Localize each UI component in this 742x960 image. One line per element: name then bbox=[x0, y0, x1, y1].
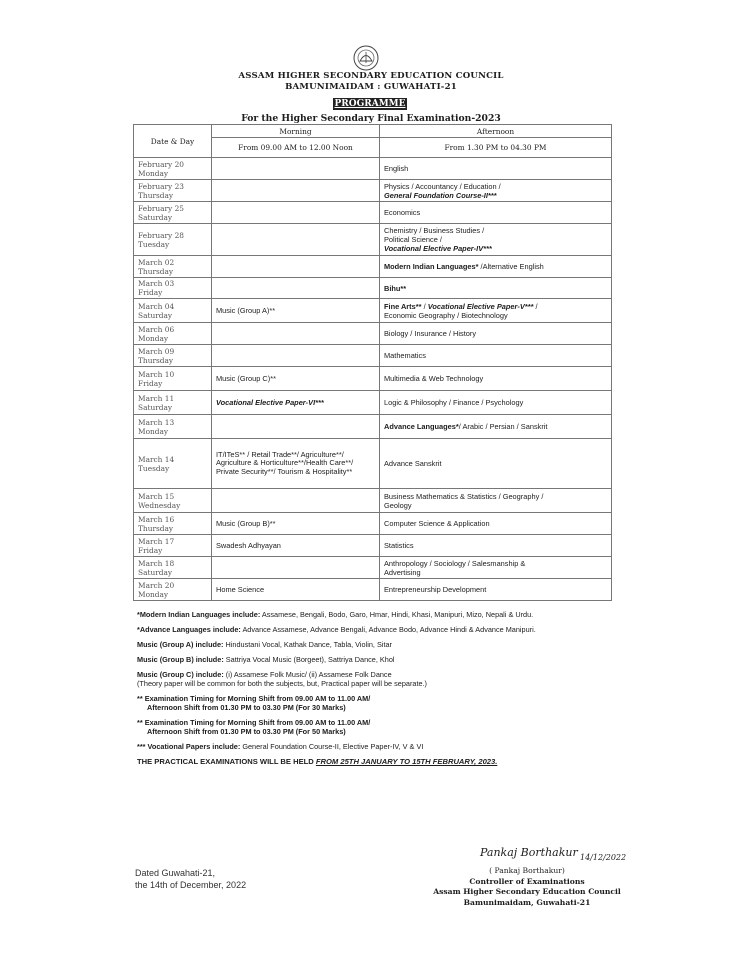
row-date: March 06 bbox=[138, 324, 175, 334]
dated-block bbox=[135, 867, 246, 891]
row-afternoon: Computer Science & Application bbox=[384, 519, 490, 528]
row-day: Friday bbox=[138, 545, 163, 555]
row-afternoon: Entrepreneurship Development bbox=[384, 585, 487, 594]
row-afternoon-bold: Modern Indian Languages* bbox=[384, 262, 479, 271]
row-date: March 11 bbox=[138, 393, 175, 403]
note-label: Music (Group B) include: bbox=[137, 655, 224, 664]
row-day: Thursday bbox=[138, 190, 174, 200]
row-afternoon-tail: / bbox=[533, 301, 538, 311]
signatory-block bbox=[427, 866, 627, 908]
row-afternoon: Biology / Insurance / History bbox=[384, 329, 477, 338]
signatory-org: Assam Higher Secondary Education Council bbox=[433, 887, 621, 896]
document-subtitle: For the Higher Secondary Final Examination-2023 bbox=[241, 113, 501, 124]
row-day: Thursday bbox=[138, 355, 174, 365]
row-afternoon: Business Mathematics & Statistics / Geography / bbox=[384, 491, 544, 501]
signature bbox=[478, 840, 628, 864]
row-date: March 09 bbox=[138, 346, 175, 356]
row-day: Saturday bbox=[138, 212, 173, 222]
note-label: *** Vocational Papers include: bbox=[137, 742, 241, 751]
row-day: Thursday bbox=[138, 266, 174, 276]
row-afternoon-line2: Political Science / bbox=[384, 235, 442, 244]
row-date: March 14 bbox=[138, 454, 175, 464]
row-afternoon: Statistics bbox=[384, 541, 414, 550]
note-music-a bbox=[137, 640, 627, 649]
row-date: February 20 bbox=[138, 159, 184, 169]
note-text: (i) Assamese Folk Music/ (ii) Assamese Folk Dance bbox=[225, 670, 392, 679]
council-address: BAMUNIMAIDAM : GUWAHATI-21 bbox=[285, 82, 457, 92]
notes-section bbox=[137, 610, 627, 772]
note-text: Hindustani Vocal, Kathak Dance, Tabla, Violin, Sitar bbox=[225, 640, 392, 649]
signatory-name: ( Pankaj Borthakur) bbox=[489, 866, 565, 875]
note-line2: Afternoon Shift from 01.30 PM to 03.30 PM (For 30 Marks) bbox=[147, 703, 346, 712]
row-afternoon-bold: Vocational Elective Paper-IV*** bbox=[384, 244, 492, 253]
row-afternoon-bold: Fine Arts** bbox=[384, 301, 422, 311]
signatory-designation: Controller of Examinations bbox=[469, 876, 585, 886]
row-day: Monday bbox=[138, 333, 169, 343]
note-label: Music (Group C) include: bbox=[137, 670, 224, 679]
table-row bbox=[134, 439, 612, 489]
table-row bbox=[134, 579, 612, 601]
row-day: Saturday bbox=[138, 402, 173, 412]
table-row bbox=[134, 224, 612, 256]
table-row bbox=[134, 367, 612, 391]
row-day: Wednesday bbox=[138, 500, 181, 510]
signatory-place: Bamunimaidam, Guwahati-21 bbox=[463, 897, 591, 907]
signature-date: 14/12/2022 bbox=[580, 853, 627, 862]
row-afternoon-bold: Advance Languages* bbox=[384, 422, 459, 431]
row-afternoon: Mathematics bbox=[384, 351, 426, 360]
note-text: Assamese, Bengali, Bodo, Garo, Hmar, Hindi, Khasi, Manipuri, Mizo, Nepali & Urdu. bbox=[261, 610, 534, 619]
note-vocational bbox=[137, 742, 627, 751]
row-date: February 23 bbox=[138, 181, 184, 191]
note-timing-30 bbox=[137, 694, 627, 712]
table-row bbox=[134, 323, 612, 345]
row-date: March 02 bbox=[138, 257, 175, 267]
table-row bbox=[134, 489, 612, 513]
dated-place: Dated Guwahati-21, bbox=[135, 868, 216, 878]
notice-prefix: THE PRACTICAL EXAMINATIONS WILL BE HELD bbox=[137, 757, 316, 766]
note-line1: ** Examination Timing for Morning Shift from 09.00 AM to 11.00 AM/ bbox=[137, 694, 371, 703]
row-date: March 10 bbox=[138, 369, 175, 379]
row-afternoon-italic: Vocational Elective Paper-V*** bbox=[427, 301, 534, 311]
table-row bbox=[134, 278, 612, 299]
table-row bbox=[134, 256, 612, 278]
row-afternoon: / Arabic / Persian / Sanskrit bbox=[458, 422, 548, 431]
row-afternoon: /Alternative English bbox=[480, 262, 544, 271]
row-afternoon-line2: Advertising bbox=[384, 567, 421, 577]
notice-dates: FROM 25TH JANUARY TO 15TH FEBRUARY, 2023. bbox=[315, 757, 498, 766]
row-morning: IT/ITeS** / Retail Trade**/ Agriculture**/ Agriculture & Horticulture**/Health Care**/ Private Security**/ Tourism & Hospitality** bbox=[216, 449, 354, 476]
note-subtext: (Theory paper will be common for both the subjects, but, Practical paper will be separate.) bbox=[137, 679, 427, 688]
council-emblem-icon bbox=[352, 44, 380, 72]
dated-date: the 14th of December, 2022 bbox=[135, 880, 247, 890]
table-row bbox=[134, 391, 612, 415]
row-day: Friday bbox=[138, 378, 163, 388]
note-label: Music (Group A) include: bbox=[137, 640, 224, 649]
row-date: February 25 bbox=[138, 203, 184, 213]
note-advance-languages bbox=[137, 625, 627, 634]
council-name: ASSAM HIGHER SECONDARY EDUCATION COUNCIL bbox=[238, 71, 504, 81]
note-timing-50 bbox=[137, 718, 627, 736]
note-music-c bbox=[137, 670, 627, 688]
column-header-date: Date & Day bbox=[134, 125, 212, 158]
row-afternoon: Anthropology / Sociology / Salesmanship & bbox=[384, 558, 526, 568]
row-date: March 20 bbox=[138, 580, 175, 590]
row-morning: Swadesh Adhyayan bbox=[216, 541, 281, 550]
row-morning: Music (Group A)** bbox=[216, 306, 276, 315]
row-date: February 28 bbox=[138, 230, 184, 240]
row-day: Friday bbox=[138, 288, 163, 297]
row-date: March 18 bbox=[138, 558, 175, 568]
table-row bbox=[134, 513, 612, 535]
row-afternoon-bold: Bihu** bbox=[384, 283, 407, 293]
signature-text: Pankaj Borthakur bbox=[480, 846, 578, 859]
row-morning: Music (Group C)** bbox=[216, 374, 276, 383]
morning-time: From 09.00 AM to 12.00 Noon bbox=[212, 138, 380, 158]
row-afternoon-line2: Geology bbox=[384, 500, 412, 510]
row-afternoon: Advance Sanskrit bbox=[384, 459, 442, 468]
row-day: Thursday bbox=[138, 523, 174, 533]
row-afternoon: Multimedia & Web Technology bbox=[384, 374, 484, 383]
row-morning: Vocational Elective Paper-VI*** bbox=[216, 398, 324, 407]
row-day: Saturday bbox=[138, 567, 173, 577]
row-afternoon-line2: Economic Geography / Biotechnology bbox=[384, 310, 508, 320]
row-day: Monday bbox=[138, 589, 169, 599]
exam-schedule-table bbox=[133, 124, 612, 601]
row-afternoon: Physics / Accountancy / Education / bbox=[384, 181, 501, 191]
afternoon-time: From 1.30 PM to 04.30 PM bbox=[380, 138, 612, 158]
row-day: Tuesday bbox=[138, 239, 170, 249]
row-date: March 03 bbox=[138, 279, 175, 288]
table-row bbox=[134, 180, 612, 202]
row-date: March 16 bbox=[138, 514, 175, 524]
practical-exam-notice bbox=[137, 757, 627, 766]
table-row bbox=[134, 158, 612, 180]
row-day: Saturday bbox=[138, 310, 173, 320]
column-header-morning: Morning bbox=[212, 125, 380, 138]
note-modern-languages bbox=[137, 610, 627, 619]
table-row bbox=[134, 415, 612, 439]
note-label: *Modern Indian Languages include: bbox=[137, 610, 261, 619]
row-day: Monday bbox=[138, 168, 169, 178]
note-text: Sattriya Vocal Music (Borgeet), Sattriya Dance, Khol bbox=[225, 655, 395, 664]
note-label: *Advance Languages include: bbox=[137, 625, 241, 634]
row-morning: Home Science bbox=[216, 585, 265, 594]
row-afternoon-sep: / bbox=[421, 301, 428, 311]
table-row bbox=[134, 299, 612, 323]
row-date: March 17 bbox=[138, 536, 175, 546]
table-row bbox=[134, 535, 612, 557]
note-music-b bbox=[137, 655, 627, 664]
row-date: March 13 bbox=[138, 417, 175, 427]
table-row bbox=[134, 557, 612, 579]
note-text: Advance Assamese, Advance Bengali, Advance Bodo, Advance Hindi & Advance Manipuri. bbox=[242, 625, 536, 634]
table-row bbox=[134, 345, 612, 367]
note-line2: Afternoon Shift from 01.30 PM to 03.30 PM (For 50 Marks) bbox=[147, 727, 346, 736]
row-date: March 04 bbox=[138, 301, 175, 311]
row-date: March 15 bbox=[138, 491, 175, 501]
row-afternoon-bold: General Foundation Course-II*** bbox=[384, 190, 497, 200]
row-afternoon: Chemistry / Business Studies / bbox=[384, 226, 485, 235]
note-line1: ** Examination Timing for Morning Shift from 09.00 AM to 11.00 AM/ bbox=[137, 718, 371, 727]
column-header-afternoon: Afternoon bbox=[380, 125, 612, 138]
note-text: General Foundation Course-II, Elective Paper-IV, V & VI bbox=[242, 742, 424, 751]
row-day: Tuesday bbox=[138, 463, 170, 473]
row-afternoon: Economics bbox=[384, 208, 421, 217]
row-afternoon: English bbox=[384, 164, 409, 173]
table-row bbox=[134, 202, 612, 224]
programme-label: PROGRAMME bbox=[334, 99, 406, 109]
row-morning: Music (Group B)** bbox=[216, 519, 276, 528]
row-afternoon: Logic & Philosophy / Finance / Psychology bbox=[384, 398, 524, 407]
row-day: Monday bbox=[138, 426, 169, 436]
